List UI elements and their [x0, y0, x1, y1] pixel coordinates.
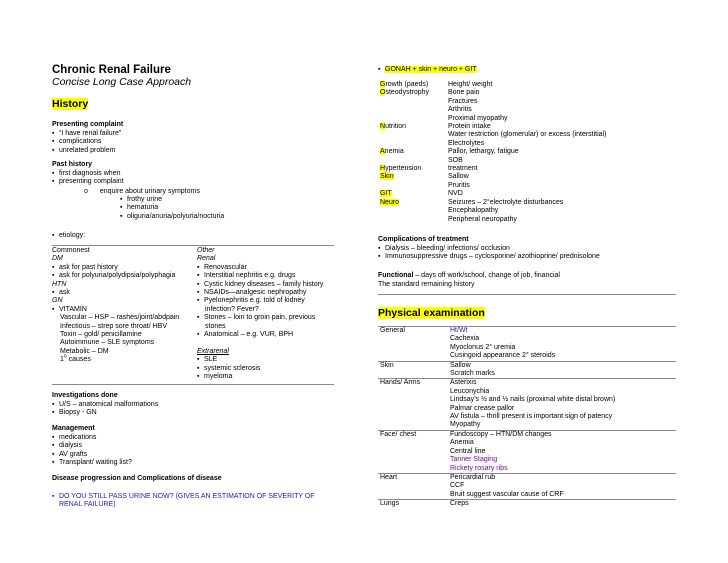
bullet-icon: ▪ [52, 305, 55, 313]
etiology-other-line: Extrarenal [197, 347, 229, 355]
physical-exam-row [378, 500, 676, 509]
system-name: Hypertension [380, 165, 422, 173]
etiology-common-line: Commonest [52, 247, 90, 254]
bullet-icon: ▪ [197, 331, 200, 339]
etiology-other-line: ▪ Anatomical – e.g. VUR, BPH [197, 331, 294, 339]
urinary-symptom-item: ▪ hematuria [120, 204, 224, 212]
standard-history-line: The standard remaining history [378, 281, 475, 288]
bullet-icon: ▪ [197, 263, 200, 271]
complications-list [378, 245, 600, 262]
complication-item: ▪ Dialysis – bleeding/ infections/ occlusion [378, 245, 600, 253]
bullet-icon: ▪ [197, 289, 200, 297]
physical-exam-row [378, 327, 676, 362]
bullet-icon: ▪ [197, 297, 200, 305]
exam-findings: Ht/Wt Cachexia Myoclonus 2° uremia Cusingoid appearance 2° steroids [450, 327, 556, 360]
system-details: Height/ weight [448, 81, 493, 88]
etiology-other-line: ▪ SLE [197, 356, 218, 364]
system-details: Sallow Pruritis [448, 173, 470, 189]
exam-region: General [380, 327, 405, 334]
etiology-other-line: ▪ NSAIDs—analgesic nephropathy [197, 289, 307, 297]
exam-findings: Fundoscopy – HTN/DM changes Anemia Central line Tanner Staging Rickety rosary ribs [450, 430, 552, 472]
document-title: Chronic Renal Failure [52, 64, 171, 76]
exam-region: Lungs [380, 500, 400, 508]
management-heading: Management [52, 425, 95, 432]
exam-findings: Asterixis Leuconychia Lindsay’s ½ and ½ nails (proximal white distal brown) Palmar crease pallor AV fistula – thrill present is important sign of patency Myopathy [450, 379, 616, 429]
etiology-common-line: ▪ ask [52, 289, 70, 297]
system-name: Nutrition [380, 123, 407, 131]
etiology-other-line: ▪ Pyelonephritis e.g. told of kidney [197, 297, 305, 305]
presenting-list [52, 130, 121, 155]
etiology-common-line: Toxin – gold/ penicillamine [60, 331, 142, 339]
system-details: NVD [448, 190, 463, 198]
exam-findings: Creps [450, 500, 469, 508]
urinary-symptom-item: ▪ frothy urine [120, 196, 224, 204]
urinary-symptoms-list [120, 196, 224, 221]
etiology-item: ▪ etiology: [52, 232, 85, 240]
disease-progression-heading: Disease progression and Complications of disease [52, 475, 222, 482]
etiology-common-column [52, 247, 192, 356]
etiology-list [52, 232, 85, 240]
management-list [52, 434, 132, 468]
document-subtitle: Concise Long Case Approach [52, 76, 192, 88]
systems-row [378, 148, 676, 165]
presenting-heading: Presenting complaint [52, 121, 124, 128]
system-details: Seizures – 2°electrolyte disturbances Encephalopathy Peripheral neuropathy [448, 198, 564, 223]
etiology-other-column [197, 247, 337, 382]
system-details: Bone pain Fractures Arthritis Proximal myopathy [448, 89, 508, 122]
etiology-common-line: HTN [52, 280, 67, 288]
bullet-icon: ▪ [52, 272, 55, 280]
systems-row [378, 165, 676, 173]
first-causes-degree: o [63, 353, 67, 360]
bullet-icon: ▪ [197, 364, 200, 372]
etiology-other-line: ▪ Stones – loin to groin pain, previous [197, 314, 316, 322]
gonah-line [378, 66, 477, 74]
complication-item: ▪ Immunosuppressive drugs – cyclosporine/ azothioprine/ prednisolone [378, 253, 600, 261]
etiology-other-line [197, 339, 337, 347]
system-name: Skin [380, 173, 394, 181]
bullet-icon: ▪ [197, 272, 200, 280]
history-heading: History [52, 98, 89, 110]
systems-row [378, 81, 676, 89]
management-item: ▪ AV grafts [52, 451, 132, 459]
bullet-icon: ▪ [197, 356, 200, 364]
exam-findings: Pericardial rub CCF Bruit suggest vascular cause of CRF [450, 473, 564, 498]
etiology-other-line: ▪ Interstitial nephritis e.g. drugs [197, 272, 296, 280]
system-details: Protein intake Water restriction (glomerular) or excess (interstitial) Electrolytes [448, 123, 607, 147]
etiology-common-line: ▪ ask for polyuria/polydipsia/polyphagia [52, 272, 176, 280]
exam-findings: Sallow Scratch marks [450, 361, 495, 378]
first-causes-text: causes [68, 356, 91, 363]
system-name: Neuro [380, 198, 400, 206]
system-name: Osteodystrophy [380, 89, 430, 97]
investigation-item: ▪ Biopsy - GN [52, 409, 158, 417]
gonah-item: ▪ GONAH + skin + neuro + GIT [378, 66, 477, 74]
bullet-icon: ▪ [52, 263, 55, 271]
investigation-item: ▪ U/S – anatomical malformations [52, 401, 158, 409]
systems-row [378, 89, 676, 123]
etiology-other-line: ▪ Cystic kidney diseases – family history [197, 280, 324, 288]
physical-exam-row [378, 361, 676, 379]
system-name: Growth (paeds) [380, 81, 429, 88]
systems-row [378, 190, 676, 198]
first-causes-number: 1 [60, 356, 64, 363]
etiology-common-line: Autoimmune – SLE symptoms [60, 339, 155, 347]
past-history-heading: Past history [52, 161, 93, 168]
systems-table [378, 81, 676, 224]
etiology-table-bottom-border [52, 384, 334, 385]
presenting-item: ▪ “I have renal failure” [52, 130, 121, 138]
systems-row [378, 173, 676, 190]
etiology-common-line: Vascular – HSP – rashes/joint/abdpain [60, 314, 180, 322]
physical-exam-table [378, 326, 676, 509]
physical-exam-row [378, 473, 676, 499]
investigations-list [52, 401, 158, 418]
etiology-other-line: Renal [197, 255, 216, 263]
etiology-other-line: ▪ systemic sclerosis [197, 364, 261, 372]
etiology-common-line: Infectious – strep sore throat/ HBV [60, 322, 167, 330]
etiology-common-line: DM [52, 255, 63, 263]
physical-exam-row [378, 430, 676, 473]
past-history-item: ▪ first diagnosis when [52, 170, 124, 178]
management-item: ▪ dialysis [52, 442, 132, 450]
system-name: Anemia [380, 148, 404, 156]
systems-row [378, 123, 676, 148]
systems-row [378, 199, 676, 224]
system-details: Pallor, lethargy, fatigue SOB [448, 148, 519, 164]
sub-bullet-marker: o [84, 188, 88, 195]
urine-question [52, 493, 315, 510]
etiology-other-line: ▪ Renovascular [197, 263, 247, 271]
urine-question-line2: RENAL FAILURE) [59, 501, 116, 509]
system-name: GIT [380, 190, 392, 198]
investigations-heading: Investigations done [52, 392, 118, 399]
urine-question-line1: DO YOU STILL PASS URINE NOW? (GIVES AN ESTIMATION OF SEVERITY OF [59, 493, 315, 500]
etiology-table-top-border [52, 245, 334, 246]
etiology-other-line: stones [205, 322, 226, 330]
system-details: treatment [448, 165, 478, 173]
exam-region: Skin [380, 361, 394, 369]
exam-region: Face/ chest [380, 430, 417, 438]
bullet-icon: ▪ [52, 289, 55, 297]
exam-region: Heart [380, 473, 398, 481]
past-history-list [52, 170, 124, 187]
exam-region: Hands/ Arms [380, 379, 421, 387]
section-divider [378, 294, 676, 295]
functional-line [378, 272, 560, 280]
urine-question-item [52, 493, 315, 510]
past-history-item: ▪ presenting complaint [52, 178, 124, 186]
bullet-icon: ▪ [197, 373, 200, 381]
physical-exam-heading: Physical examination [378, 307, 485, 319]
etiology-common-line: Metabolic – DM [60, 347, 109, 355]
urinary-symptom-item: ▪ oliguria/anuria/polyuria/nocturia [120, 213, 224, 221]
presenting-item: ▪ unrelated problem [52, 147, 121, 155]
bullet-icon: ▪ [197, 280, 200, 288]
complications-heading: Complications of treatment [378, 236, 469, 243]
functional-text: – days off work/school, change of job, financial [413, 272, 560, 279]
management-item: ▪ Transplant/ waiting list? [52, 459, 132, 467]
etiology-other-line: infection? Fever? [205, 305, 259, 313]
functional-label: Functional [378, 272, 414, 279]
etiology-other-line: Other [197, 247, 215, 254]
etiology-common-line: ▪ VITAMIN [52, 305, 87, 313]
presenting-item: ▪ complications [52, 138, 121, 146]
etiology-common-line: ▪ ask for past history [52, 263, 118, 271]
bullet-icon: ▪ [197, 314, 200, 322]
enquire-text: enquire about urinary symptoms [99, 188, 200, 195]
physical-exam-row [378, 379, 676, 430]
etiology-other-line: ▪ myeloma [197, 373, 233, 381]
etiology-common-line: GN [52, 297, 63, 305]
first-causes-line [52, 353, 91, 364]
management-item: ▪ medications [52, 434, 132, 442]
